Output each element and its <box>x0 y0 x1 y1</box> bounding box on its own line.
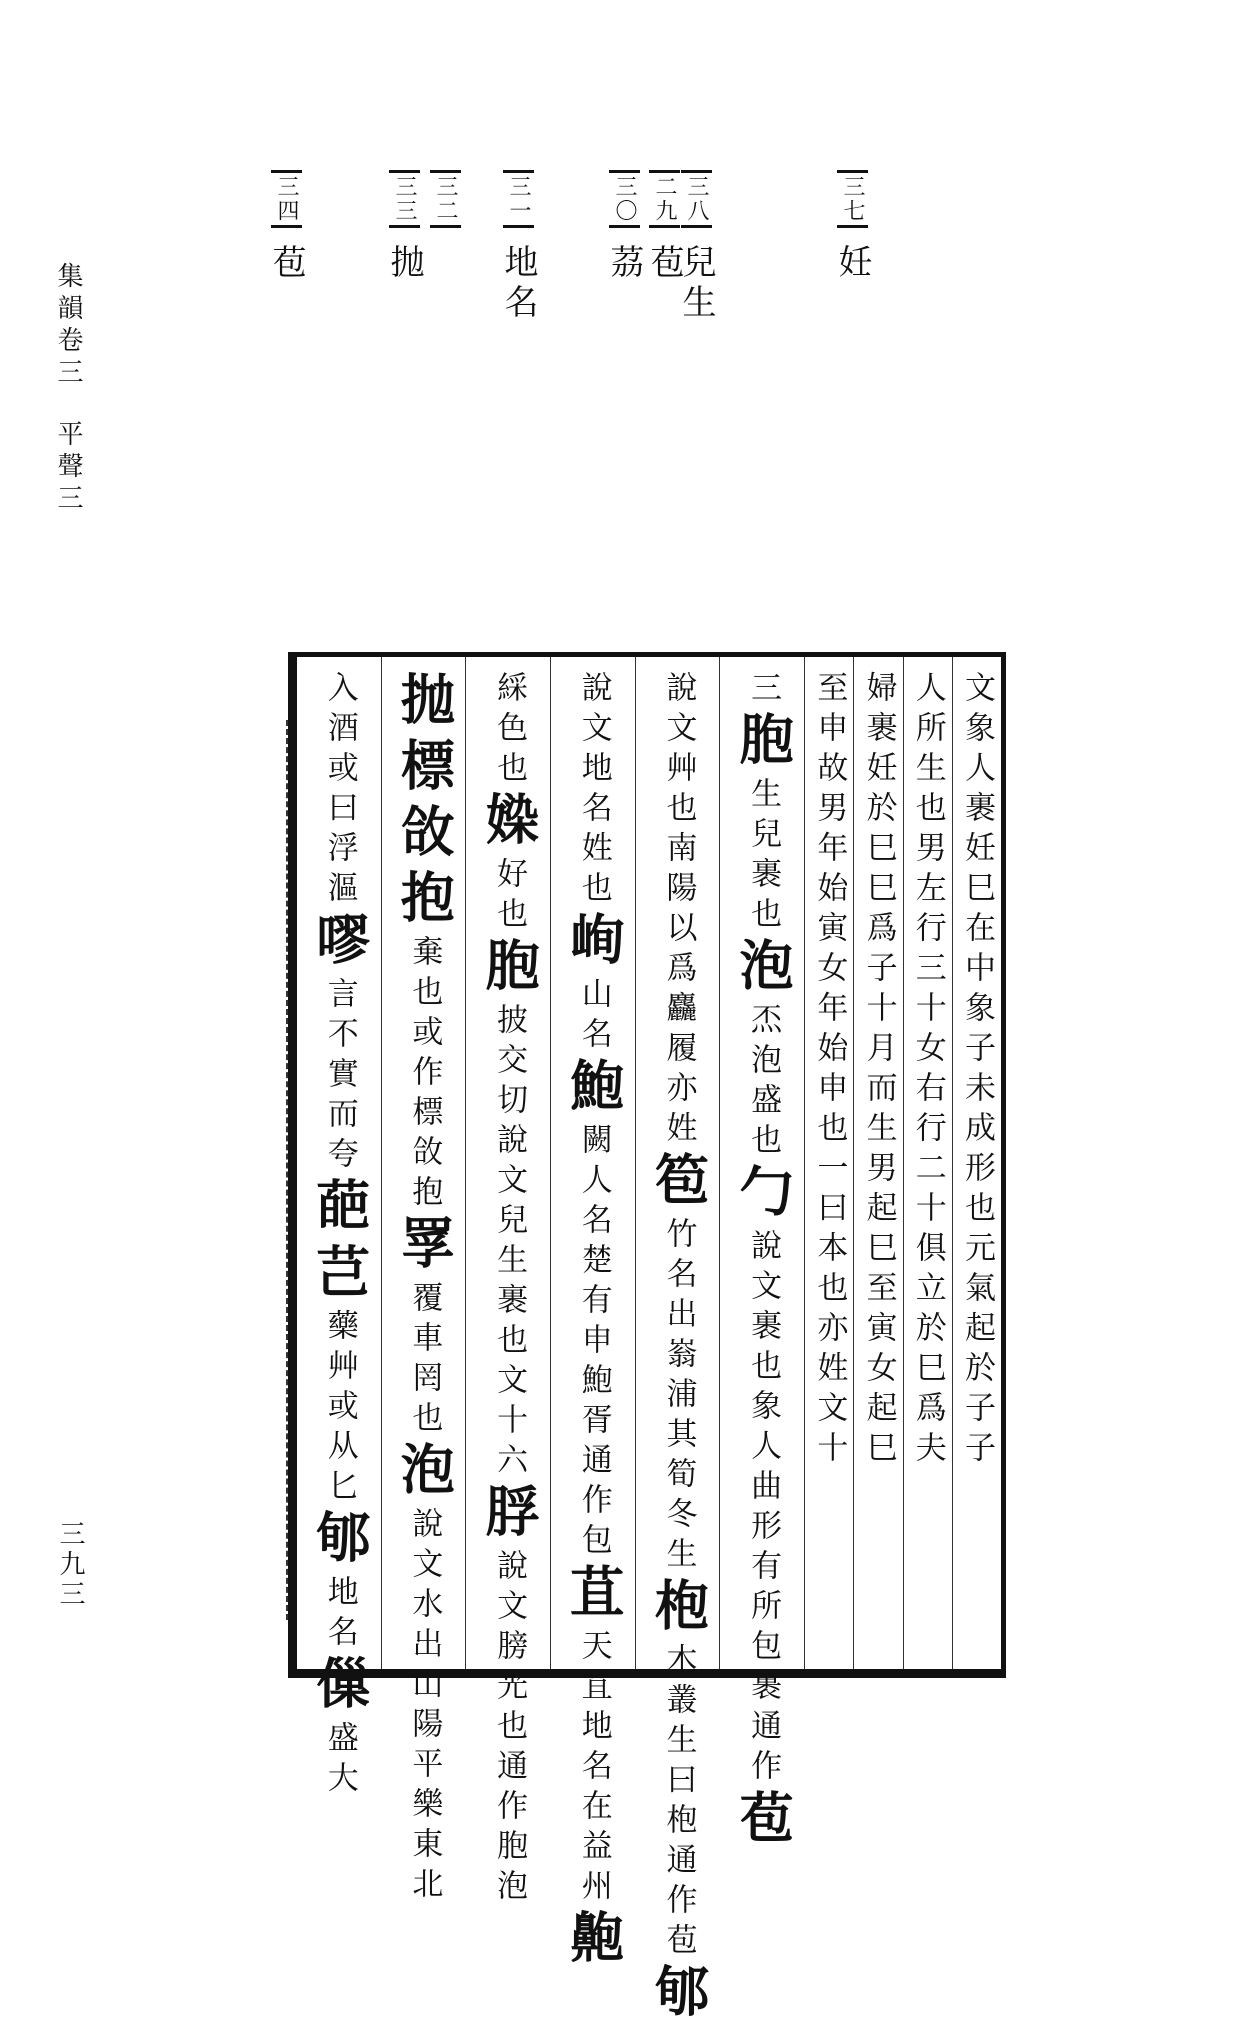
annotation-text: 覆車罔也 <box>406 1281 443 1441</box>
annotation-text: 盛大 <box>321 1721 358 1801</box>
annotation-text: 天苴地名在益州 <box>575 1629 612 1909</box>
note-text: 茘 <box>604 244 644 284</box>
head-character: 䶌 <box>561 1909 626 1975</box>
head-character: 鮑 <box>561 1057 626 1123</box>
head-character: 泡 <box>731 937 796 1003</box>
annotation-text: 綵色也 <box>491 671 528 791</box>
head-character: 㑿 <box>307 1655 372 1721</box>
annotation-text: 山名 <box>575 977 612 1057</box>
annotation-text: 至申故男年始寅女年始申也一曰本也亦姓文十 <box>811 671 848 1471</box>
head-character: 胞 <box>477 937 542 1003</box>
collation-note <box>600 170 649 284</box>
annotation-text: 地名 <box>321 1575 358 1655</box>
annotation-text: 入酒或曰浮漚 <box>321 671 358 911</box>
note-text: 地名 <box>498 244 538 324</box>
annotation-text: 人所生也男左行三十女右行二十俱立於巳爲夫 <box>909 671 946 1471</box>
note-text: 苞 <box>644 244 684 284</box>
text-column <box>853 657 902 1669</box>
head-character: 枹 <box>646 1577 711 1643</box>
section-title: 平聲三 <box>53 420 83 516</box>
note-number: 三四 <box>271 170 302 228</box>
head-character: 㪉 <box>392 803 457 869</box>
head-character: 嘐 <box>307 911 372 977</box>
annotation-text: 好也 <box>491 857 528 937</box>
text-columns <box>297 657 1001 2029</box>
annotation-text: 竹名出嵡浦其筍冬生 <box>660 1217 697 1577</box>
note-number: 三三 <box>389 170 420 228</box>
head-character: 泡 <box>392 1441 457 1507</box>
running-head <box>50 262 87 516</box>
head-character: 胞 <box>731 711 796 777</box>
annotation-text: 文象人裹妊巳在中象子未成形也元氣起於子子 <box>959 671 995 1471</box>
head-character: 抱 <box>392 869 457 935</box>
collation-note <box>494 170 543 324</box>
head-character: 抛 <box>392 671 457 737</box>
note-text: 妊 <box>832 244 872 284</box>
annotation-text: 闕人名楚有申鮑胥通作包 <box>575 1123 612 1563</box>
head-character: 勹 <box>731 1163 796 1229</box>
note-number: 三八 <box>681 170 712 228</box>
text-column <box>297 657 381 1801</box>
collation-note <box>828 170 877 284</box>
head-character: 葩 <box>307 1177 372 1243</box>
note-number: 三一 <box>503 170 534 228</box>
head-character: 峋 <box>561 911 626 977</box>
text-column <box>381 657 466 1907</box>
annotation-text: 披交切說文兒生裹也文十六 <box>491 1003 528 1483</box>
woodblock-page <box>288 652 1006 2029</box>
annotation-text: 棄也或作標㪉抱 <box>406 935 443 1215</box>
annotation-text: 說文地名姓也 <box>575 671 612 911</box>
note-number: 三〇 <box>609 170 640 228</box>
collation-note <box>380 170 429 284</box>
annotation-text: 說文水出山陽平樂東北 <box>406 1507 443 1907</box>
head-character: 脬 <box>477 1483 542 1549</box>
collation-note <box>262 170 311 284</box>
head-character: 笣 <box>646 1151 711 1217</box>
annotation-text: 生兒裹也 <box>745 777 782 937</box>
head-character: 郇 <box>307 1509 372 1575</box>
head-character: 郇 <box>646 1963 711 2029</box>
text-column <box>719 657 804 1855</box>
annotation-text: 藥艸或从匕 <box>321 1309 358 1509</box>
note-text: 抛 <box>384 244 424 284</box>
text-column <box>635 657 720 2029</box>
head-character: 苴 <box>561 1563 626 1629</box>
annotation-text: 㶨泡盛也 <box>745 1003 782 1163</box>
note-text: 兒生 <box>676 244 716 324</box>
page-number: 三九三 <box>55 1520 85 1610</box>
head-character: 標 <box>392 737 457 803</box>
note-text: 苞 <box>266 244 306 284</box>
annotation-text: 說文膀光也通作胞泡 <box>491 1549 528 1909</box>
annotation-text: 婦裹妊於巳巳爲子十月而生男起巳至寅女起巳 <box>860 671 897 1471</box>
annotation-text: 言不實而夸 <box>321 977 358 1177</box>
head-character: 芑 <box>307 1243 372 1309</box>
annotation-text: 三 <box>745 671 782 711</box>
text-column <box>804 657 853 1669</box>
annotation-text: 說文艸也南陽以爲麤履亦姓 <box>660 671 697 1151</box>
head-character: 媣 <box>477 791 542 857</box>
collation-note <box>430 170 461 228</box>
head-character: 苞 <box>731 1789 796 1855</box>
text-column <box>903 657 952 1669</box>
note-number: 二九 <box>649 170 680 228</box>
annotation-text: 說文裹也象人曲形有所包裹通作 <box>745 1229 782 1789</box>
note-number: 三七 <box>837 170 868 228</box>
book-title: 集韻卷三 <box>53 262 83 390</box>
text-column <box>952 657 1001 1669</box>
text-column <box>550 657 635 1975</box>
annotation-text: 木叢生曰枹通作苞 <box>660 1643 697 1963</box>
note-number: 三二 <box>430 170 461 228</box>
head-character: 罦 <box>392 1215 457 1281</box>
text-column <box>465 657 550 1909</box>
